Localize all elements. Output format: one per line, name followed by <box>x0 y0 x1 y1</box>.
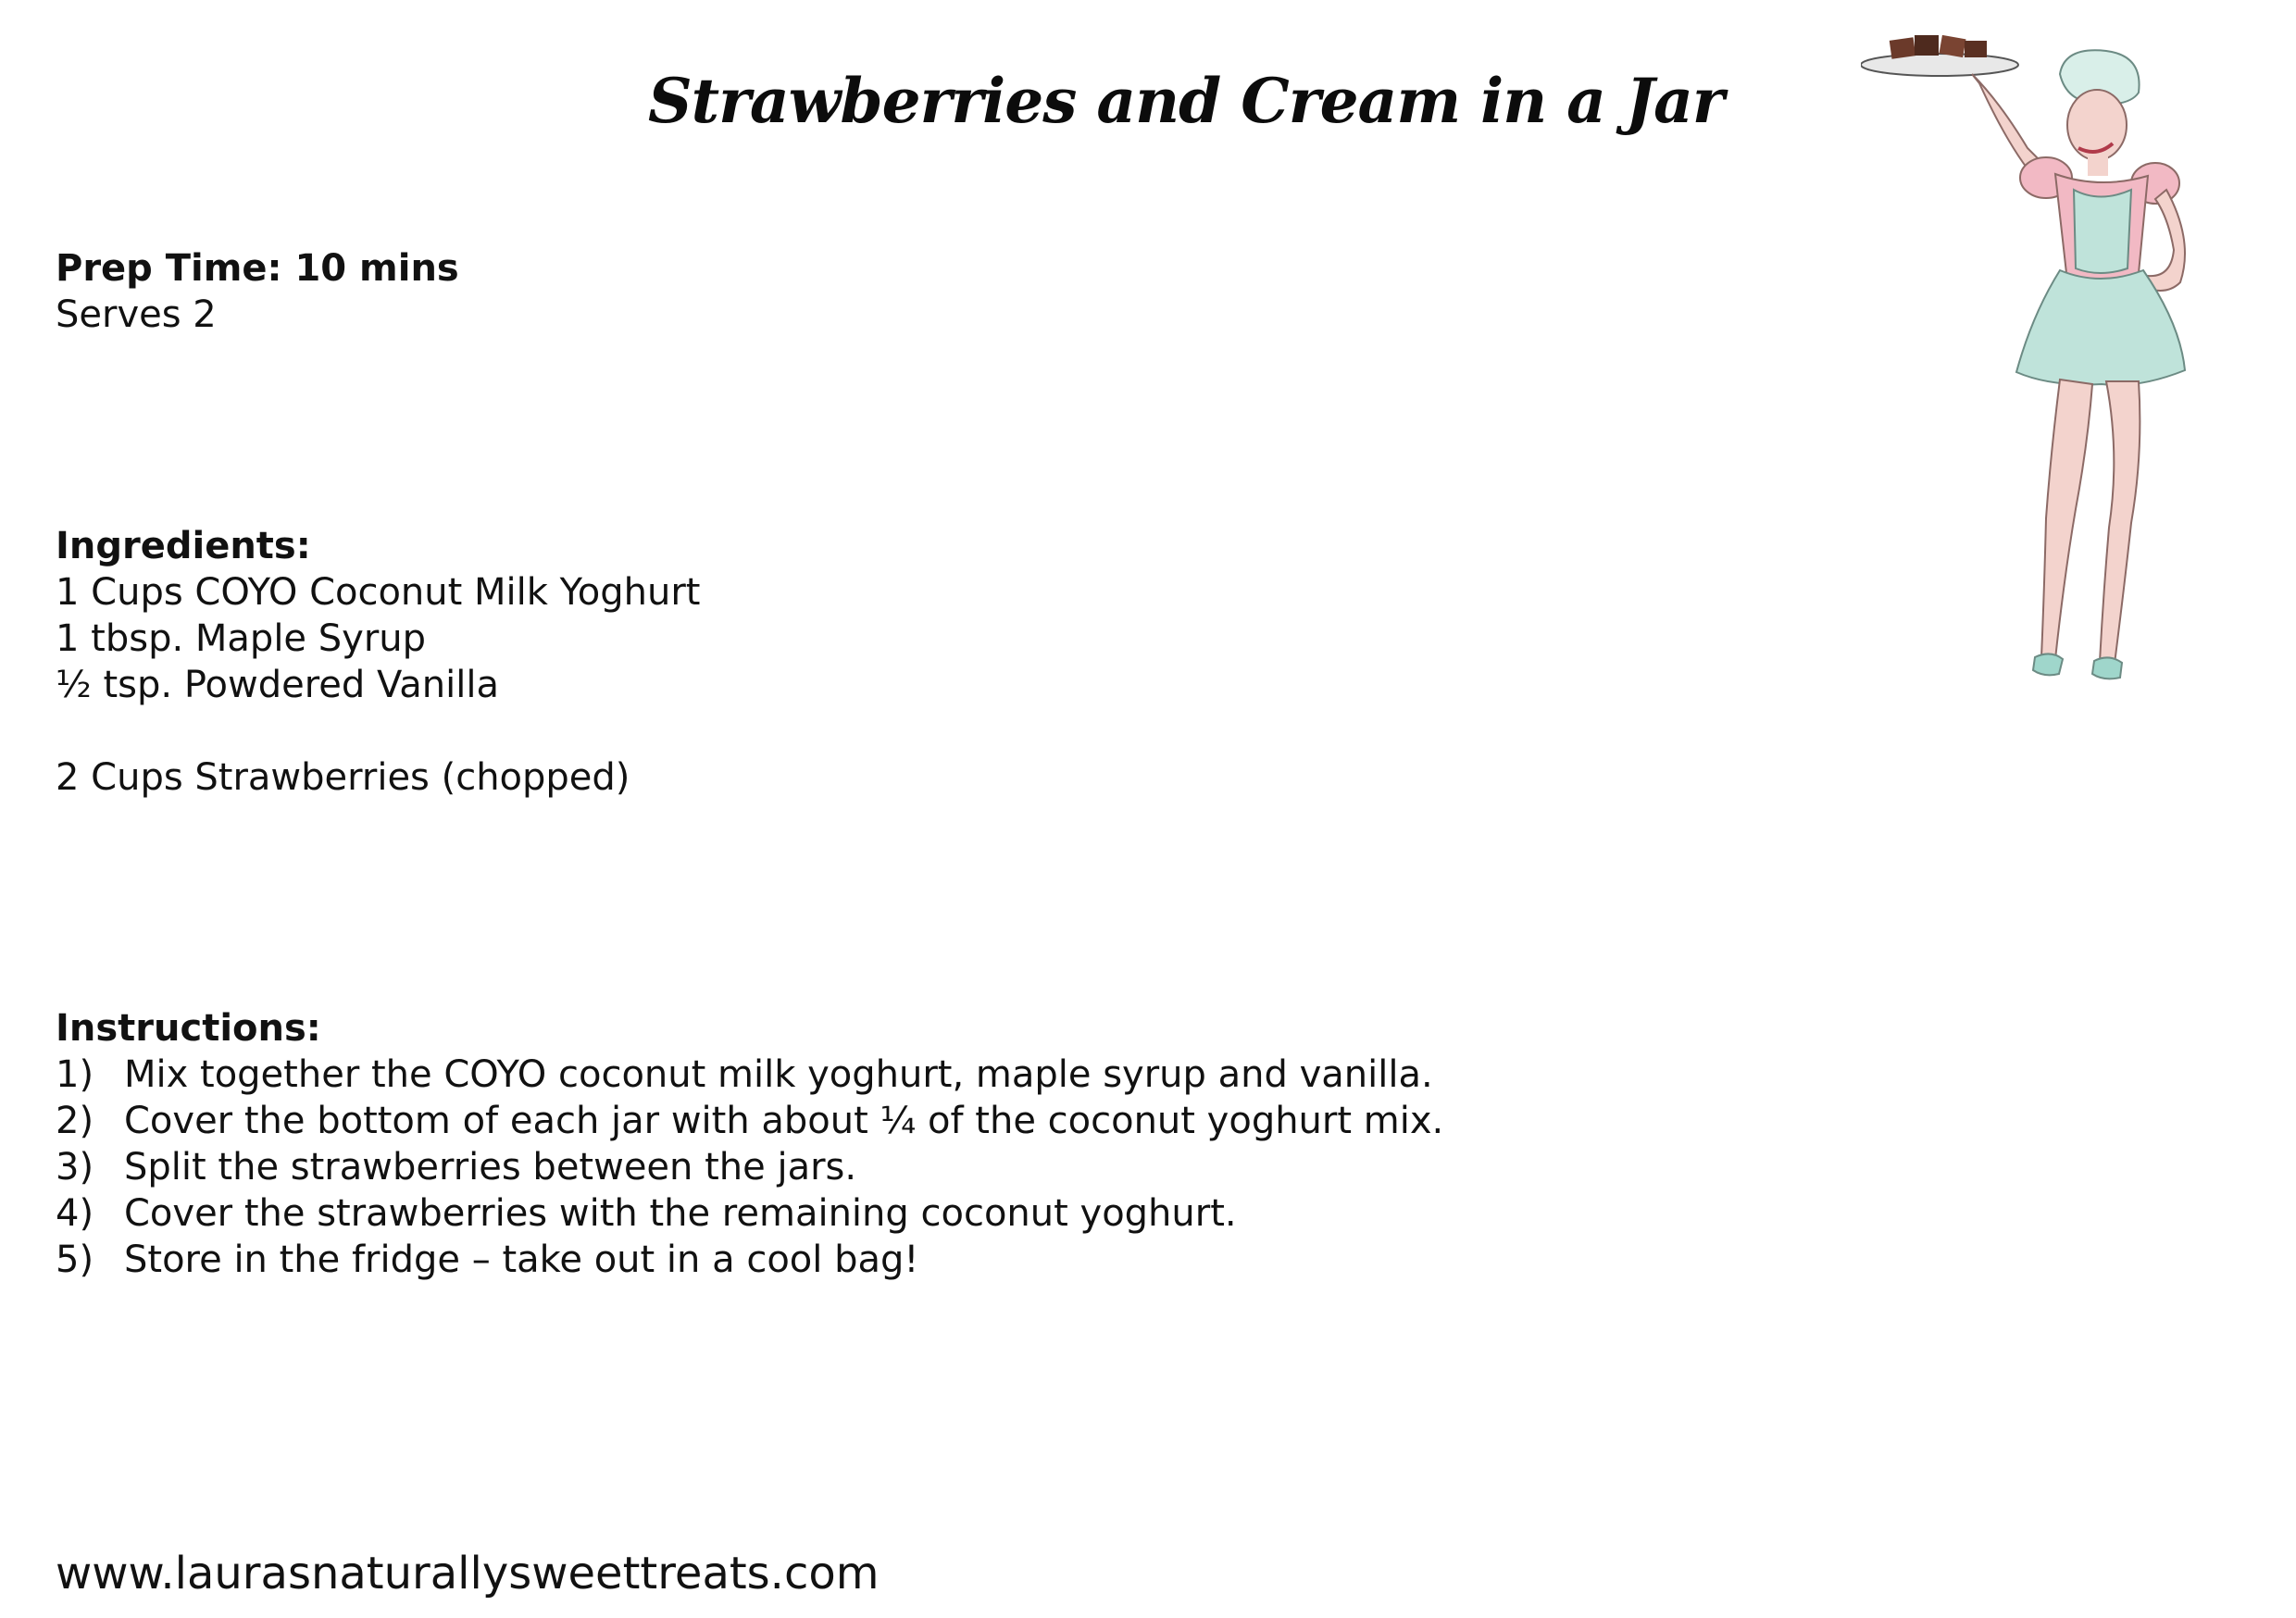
step-text: Cover the strawberries with the remaining coconut yoghurt. <box>124 1192 1237 1235</box>
serves: Serves 2 <box>56 293 217 336</box>
step-text: Store in the fridge – take out in a cool bag! <box>124 1238 919 1281</box>
step-number: 3) <box>56 1146 94 1189</box>
instruction-step <box>56 1237 918 1283</box>
ingredient-item: ½ tsp. Powdered Vanilla <box>56 664 499 706</box>
waitress-illustration-icon <box>1861 19 2213 722</box>
ingredient-item: 1 tbsp. Maple Syrup <box>56 617 426 660</box>
instruction-step <box>56 1098 1443 1144</box>
step-text: Split the strawberries between the jars. <box>124 1146 857 1189</box>
ingredient-item: 2 Cups Strawberries (chopped) <box>56 756 630 799</box>
step-text: Mix together the COYO coconut milk yoghurt, maple syrup and vanilla. <box>124 1053 1433 1096</box>
step-number: 1) <box>56 1053 94 1096</box>
prep-time: Prep Time: 10 mins <box>56 247 459 290</box>
website-url: www.laurasnaturallysweettreats.com <box>56 1548 880 1599</box>
instruction-step <box>56 1190 1237 1237</box>
step-number: 5) <box>56 1238 94 1281</box>
step-number: 4) <box>56 1192 94 1235</box>
step-number: 2) <box>56 1100 94 1142</box>
ingredient-item: 1 Cups COYO Coconut Milk Yoghurt <box>56 571 701 614</box>
ingredients-heading: Ingredients: <box>56 525 311 567</box>
recipe-title: Strawberries and Cream in a Jar <box>648 65 1724 137</box>
instruction-step <box>56 1144 856 1190</box>
instruction-step <box>56 1052 1433 1098</box>
step-text: Cover the bottom of each jar with about ¼ of the coconut yoghurt mix. <box>124 1100 1444 1142</box>
instructions-heading: Instructions: <box>56 1007 321 1050</box>
